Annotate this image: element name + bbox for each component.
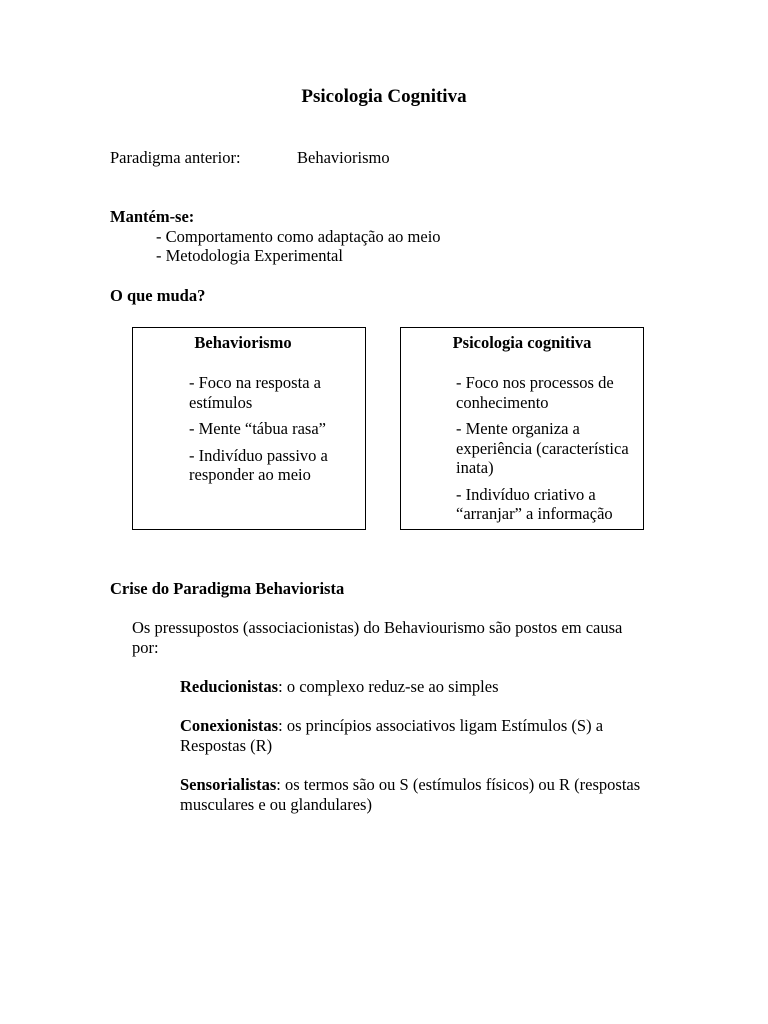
maintains-item: - Metodologia Experimental	[156, 246, 343, 265]
cognitive-list	[456, 373, 641, 531]
criticism-term: Reducionistas	[180, 677, 279, 696]
changes-heading: O que muda?	[110, 286, 206, 305]
maintains-heading: Mantém-se:	[110, 207, 195, 226]
cognitive-item: - Mente organiza a experiência (característica inata)	[456, 419, 629, 477]
behaviorism-box	[132, 327, 366, 530]
cognitive-item: - Indivíduo criativo a “arranjar” a informação	[456, 484, 613, 523]
behaviorism-box-title: Behaviorismo	[194, 333, 292, 352]
criticism-term: Sensorialistas	[180, 775, 277, 794]
document-title: Psicologia Cognitiva	[301, 86, 467, 107]
criticism-text: : os princípios associativos ligam Estímulos (S) a Respostas (R)	[180, 716, 604, 755]
criticism-text: : o complexo reduz-se ao simples	[278, 677, 499, 696]
criticism-term: Conexionistas	[180, 716, 279, 735]
behaviorism-list	[189, 373, 359, 492]
behaviorism-item: - Indivíduo passivo a responder ao meio	[189, 445, 328, 484]
cognitive-item: - Foco nos processos de conhecimento	[456, 373, 614, 412]
paradigm-value: Behaviorismo	[297, 148, 390, 167]
maintains-item: - Comportamento como adaptação ao meio	[156, 227, 441, 246]
behaviorism-item: - Mente “tábua rasa”	[189, 419, 326, 438]
criticism-paragraph	[180, 716, 655, 755]
behaviorism-item: - Foco na resposta a estímulos	[189, 373, 321, 412]
cognitive-box-title: Psicologia cognitiva	[452, 333, 592, 352]
crisis-heading: Crise do Paradigma Behaviorista	[110, 579, 345, 598]
criticism-paragraph	[180, 677, 655, 697]
criticism-text: : os termos são ou S (estímulos físicos) ou R (respostas musculares e ou glandulares)	[180, 775, 641, 814]
paradigm-label: Paradigma anterior:	[110, 148, 241, 167]
crisis-intro: Os pressupostos (associacionistas) do Behaviourismo são postos em causa por:	[132, 618, 623, 657]
cognitive-box	[400, 327, 644, 530]
criticism-paragraph	[180, 775, 655, 814]
